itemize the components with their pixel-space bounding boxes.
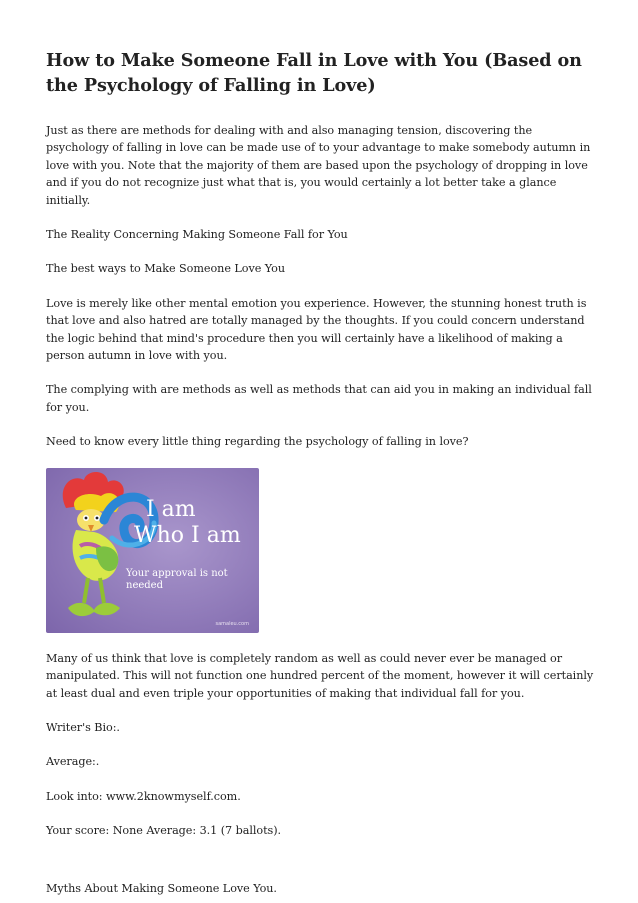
love-paragraph: Love is merely like other mental emotion you experience. However, the stunning honest truth is that love and also hatred are totally managed by the thoughts. If you could concern understand the logic behind that mind's procedure then you will certainly have a likelihood of making a person autumn in love with you. (46, 296, 587, 363)
question-paragraph: Need to know every little thing regarding the psychology of falling in love? (46, 435, 469, 449)
page-title: How to Make Someone Fall in Love with You (Based on the Psychology of Falling in Love) (46, 50, 582, 96)
random-paragraph: Many of us think that love is completely random as well as could never ever be managed or manipulated. This will not function one hundred percent of the moment, however it will certainly at least dual and even triple your opportunities of making that individual fall for you. (46, 651, 594, 700)
figure-text-line2: Who I am (134, 522, 241, 548)
myths-heading: Myths About Making Someone Love You. (46, 881, 277, 895)
illustration-image (46, 468, 259, 633)
intro-paragraph: Just as there are methods for dealing with and also managing tension, discovering the psychology of falling in love can be made use of to your advantage to make somebody autumn in love with you. Note that the majority of them are based upon the psychology of dropping in love and if you do not recognize just what that is, you would certainly a lot better take a glance initially. (46, 124, 591, 207)
rooster-illustration (46, 468, 259, 633)
writer-bio-label: Writer's Bio:. (46, 720, 120, 734)
average-label: Average:. (46, 755, 100, 769)
score-line: Your score: None Average: 3.1 (7 ballots). (46, 824, 282, 838)
methods-paragraph: The complying with are methods as well as methods that can aid you in making an individual fall for you. (46, 383, 592, 414)
figure-site-credit: samaleu.com (215, 620, 249, 627)
figure-text-line3: Your approval is not needed (126, 567, 228, 591)
figure-text-line1: I am (146, 496, 196, 522)
subheading-reality: The Reality Concerning Making Someone Fall for You (46, 228, 348, 242)
look-into-line: Look into: www.2knowmyself.com. (46, 789, 241, 803)
document-page (46, 48, 598, 897)
subheading-best-ways: The best ways to Make Someone Love You (46, 262, 286, 276)
